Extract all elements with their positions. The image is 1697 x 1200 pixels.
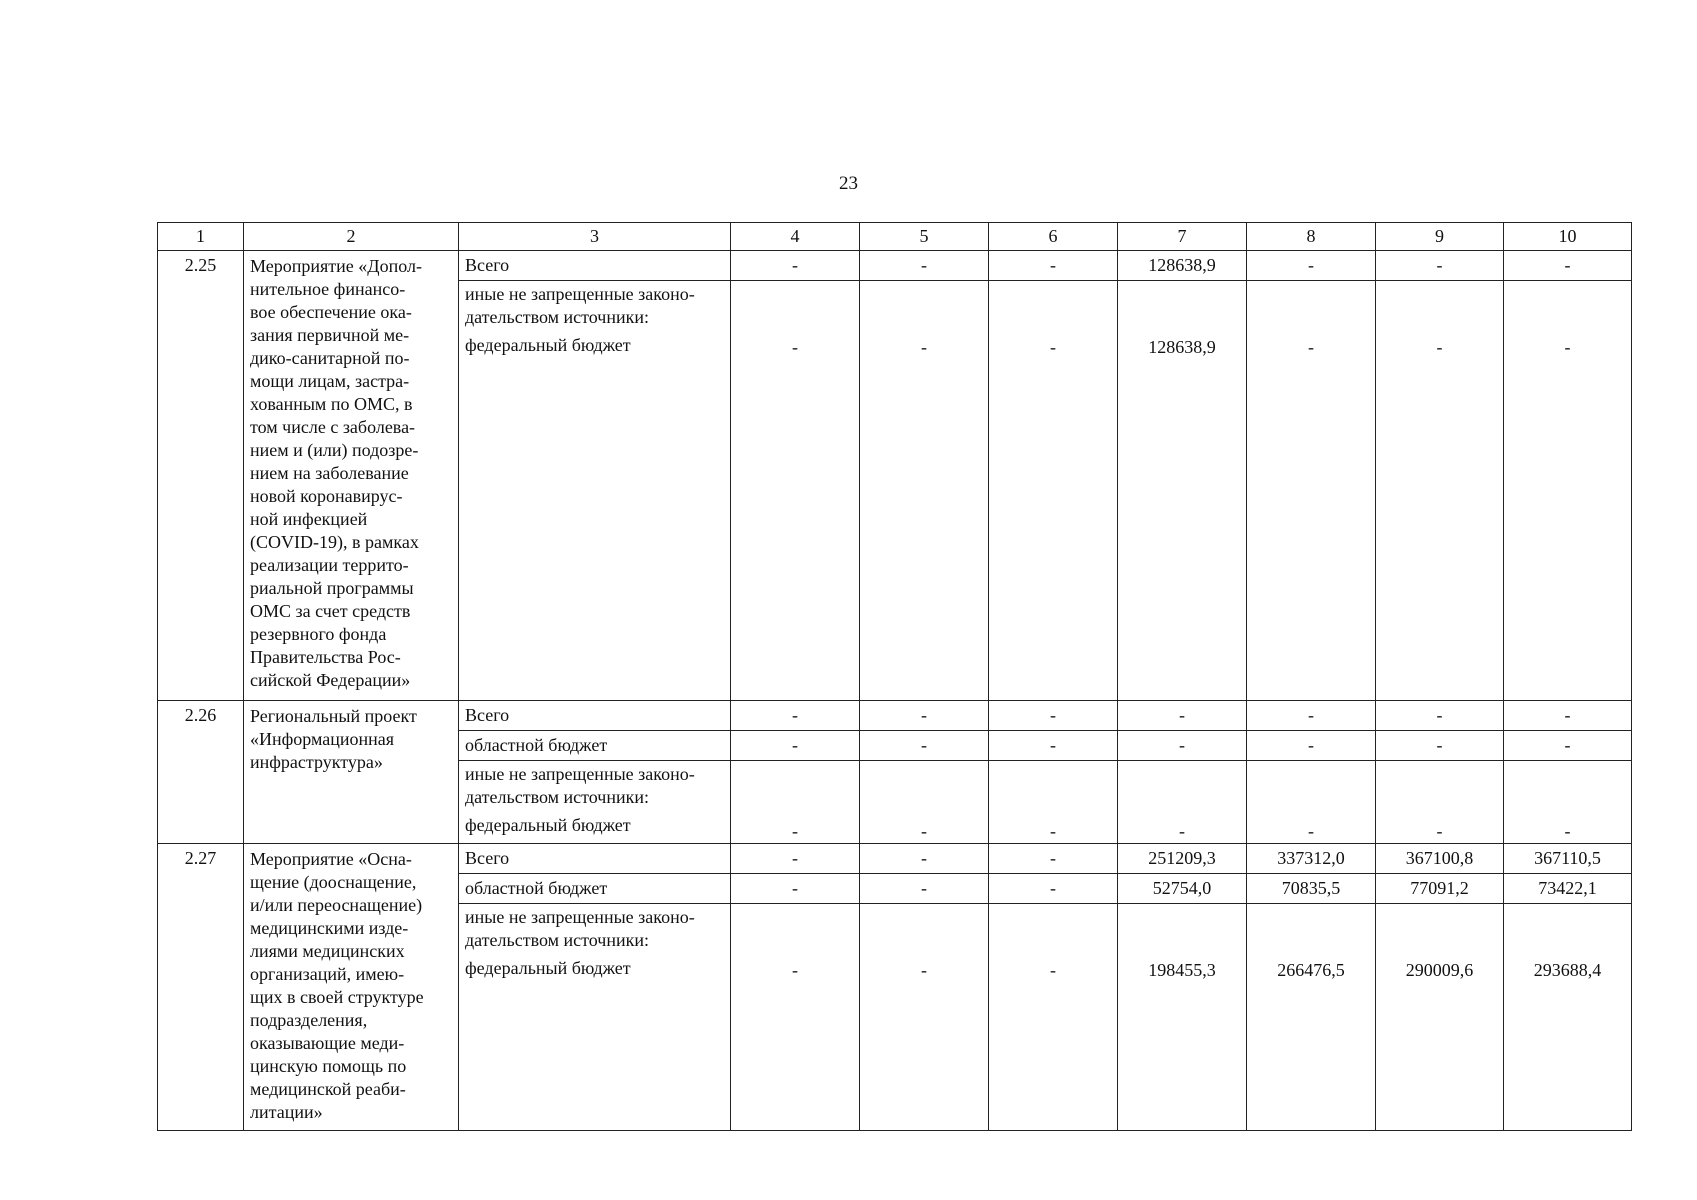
value-cell: -: [989, 701, 1118, 731]
description-line: зания первичной ме-: [250, 325, 410, 345]
funding-label-line: иные не запрещенные законо-: [465, 284, 695, 304]
value-cell: -: [1118, 731, 1247, 761]
column-number: 8: [1247, 223, 1376, 251]
value-cell: -: [989, 904, 1118, 1131]
row-description: [244, 251, 459, 701]
description-line: резервного фонда: [250, 624, 387, 644]
column-number: 9: [1376, 223, 1504, 251]
value-cell: -: [1247, 281, 1376, 701]
table-row: [158, 844, 1632, 874]
value-cell: -: [860, 904, 989, 1131]
budget-table: [157, 222, 1632, 1131]
funding-label: [459, 281, 731, 701]
value-cell: -: [1376, 761, 1504, 844]
value-cell: -: [1504, 281, 1632, 701]
row-description: [244, 844, 459, 1131]
value-cell: -: [731, 731, 860, 761]
description-line: Правительства Рос-: [250, 647, 401, 667]
value-cell: -: [731, 701, 860, 731]
column-number: 1: [158, 223, 244, 251]
description-line: Мероприятие «Осна-: [250, 849, 412, 869]
funding-label: [459, 844, 731, 874]
funding-label-line: федеральный бюджет: [465, 958, 631, 978]
value-cell: -: [1118, 761, 1247, 844]
value-cell: -: [731, 281, 860, 701]
row-id: 2.27: [158, 844, 244, 1131]
value-cell: -: [989, 761, 1118, 844]
table-row: [158, 701, 1632, 731]
value-cell: -: [731, 761, 860, 844]
value-cell: -: [989, 874, 1118, 904]
column-number: 5: [860, 223, 989, 251]
description-line: Региональный проект: [250, 706, 417, 726]
value-cell: -: [1376, 701, 1504, 731]
description-line: дико-санитарной по-: [250, 348, 410, 368]
description-line: цинскую помощь по: [250, 1056, 407, 1076]
column-number: 7: [1118, 223, 1247, 251]
value-cell: 266476,5: [1247, 904, 1376, 1131]
funding-label: [459, 701, 731, 731]
value-cell: 337312,0: [1247, 844, 1376, 874]
description-line: щих в своей структуре: [250, 987, 424, 1007]
funding-label: [459, 731, 731, 761]
value-cell: -: [1376, 731, 1504, 761]
funding-label-line: дательством источники:: [465, 307, 649, 327]
column-number: 6: [989, 223, 1118, 251]
description-line: реализации террито-: [250, 555, 409, 575]
value-cell: -: [860, 251, 989, 281]
value-cell: -: [1247, 731, 1376, 761]
description-line: подразделения,: [250, 1010, 368, 1030]
value-cell: 367100,8: [1376, 844, 1504, 874]
column-number: 2: [244, 223, 459, 251]
description-line: организаций, имею-: [250, 964, 405, 984]
funding-label-line: Всего: [465, 848, 510, 868]
value-cell: 77091,2: [1376, 874, 1504, 904]
description-line: и/или переоснащение): [250, 895, 423, 915]
value-cell: 128638,9: [1118, 251, 1247, 281]
value-cell: -: [860, 281, 989, 701]
value-cell: 198455,3: [1118, 904, 1247, 1131]
description-line: ной инфекцией: [250, 509, 368, 529]
value-cell: 251209,3: [1118, 844, 1247, 874]
description-line: вое обеспечение ока-: [250, 302, 412, 322]
row-id: 2.25: [158, 251, 244, 701]
page-number: 23: [839, 173, 858, 194]
value-cell: 290009,6: [1376, 904, 1504, 1131]
value-cell: 128638,9: [1118, 281, 1247, 701]
funding-label: [459, 251, 731, 281]
column-number: 3: [459, 223, 731, 251]
description-line: Мероприятие «Допол-: [250, 256, 422, 276]
description-line: том числе с заболева-: [250, 417, 416, 437]
value-cell: -: [860, 844, 989, 874]
funding-label: [459, 761, 731, 844]
value-cell: -: [860, 731, 989, 761]
funding-label-line: иные не запрещенные законо-: [465, 907, 695, 927]
description-line: лиями медицинских: [250, 941, 405, 961]
value-cell: 70835,5: [1247, 874, 1376, 904]
value-cell: -: [860, 874, 989, 904]
description-line: медицинской реаби-: [250, 1079, 406, 1099]
description-line: риальной программы: [250, 578, 414, 598]
funding-label-line: дательством источники:: [465, 787, 649, 807]
value-cell: 52754,0: [1118, 874, 1247, 904]
value-cell: -: [731, 904, 860, 1131]
value-cell: -: [1376, 251, 1504, 281]
value-cell: 367110,5: [1504, 844, 1632, 874]
value-cell: -: [1504, 701, 1632, 731]
description-line: новой коронавирус-: [250, 486, 403, 506]
funding-label-line: иные не запрещенные законо-: [465, 764, 695, 784]
description-line: щение (дооснащение,: [250, 872, 417, 892]
description-line: литации»: [250, 1102, 323, 1122]
funding-label-line: дательством источники:: [465, 930, 649, 950]
funding-label-line: федеральный бюджет: [465, 815, 631, 835]
row-id: 2.26: [158, 701, 244, 844]
value-cell: -: [860, 701, 989, 731]
description-line: медицинскими изде-: [250, 918, 409, 938]
funding-label-line: областной бюджет: [465, 878, 608, 898]
value-cell: -: [731, 844, 860, 874]
value-cell: 293688,4: [1504, 904, 1632, 1131]
description-line: ОМС за счет средств: [250, 601, 411, 621]
description-line: нительное финансо-: [250, 279, 406, 299]
table-row: [158, 251, 1632, 281]
value-cell: -: [989, 251, 1118, 281]
funding-label: [459, 874, 731, 904]
value-cell: -: [731, 874, 860, 904]
funding-label: [459, 904, 731, 1131]
funding-label-line: Всего: [465, 705, 510, 725]
description-line: «Информационная: [250, 729, 395, 749]
value-cell: -: [1247, 761, 1376, 844]
value-cell: -: [989, 281, 1118, 701]
value-cell: -: [860, 761, 989, 844]
value-cell: -: [1247, 701, 1376, 731]
description-line: инфраструктура»: [250, 752, 383, 772]
funding-label-line: федеральный бюджет: [465, 335, 631, 355]
value-cell: -: [1118, 701, 1247, 731]
column-number: 4: [731, 223, 860, 251]
value-cell: -: [1504, 251, 1632, 281]
description-line: нием и (или) подозре-: [250, 440, 419, 460]
value-cell: -: [1376, 281, 1504, 701]
value-cell: -: [731, 251, 860, 281]
funding-label-line: Всего: [465, 255, 510, 275]
value-cell: -: [1247, 251, 1376, 281]
column-number-row: [158, 223, 1632, 251]
description-line: мощи лицам, застра-: [250, 371, 410, 391]
description-line: оказывающие меди-: [250, 1033, 405, 1053]
row-description: [244, 701, 459, 844]
value-cell: -: [989, 844, 1118, 874]
value-cell: -: [989, 731, 1118, 761]
description-line: (COVID-19), в рамках: [250, 532, 419, 552]
column-number: 10: [1504, 223, 1632, 251]
description-line: нием на заболевание: [250, 463, 409, 483]
description-line: сийской Федерации»: [250, 670, 411, 690]
description-line: хованным по ОМС, в: [250, 394, 413, 414]
value-cell: -: [1504, 761, 1632, 844]
value-cell: -: [1504, 731, 1632, 761]
value-cell: 73422,1: [1504, 874, 1632, 904]
funding-label-line: областной бюджет: [465, 735, 608, 755]
